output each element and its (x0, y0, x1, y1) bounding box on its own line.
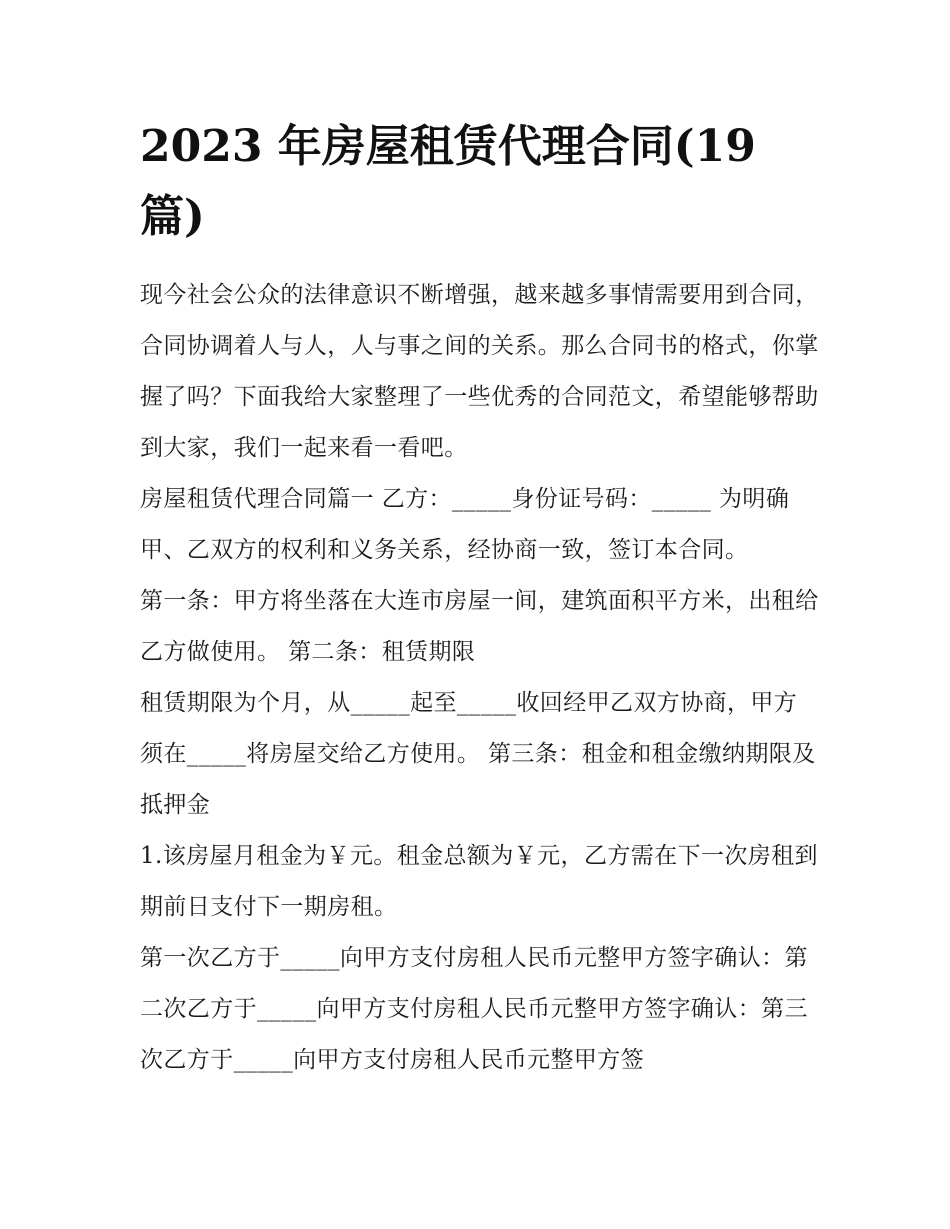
paragraph-article-1: 第一条：甲方将坐落在大连市房屋一间，建筑面积平方米，出租给乙方做使用。 第二条：租赁期限 (140, 588, 819, 665)
paragraph-intro: 现今社会公众的法律意识不断增强，越来越多事情需要用到合同，合同协调着人与人，人与事之间的关系。那么合同书的格式，你掌握了吗？下面我给大家整理了一些优秀的合同范文，希望能够帮助到大家，我们一起来看一看吧。 (140, 282, 819, 461)
paragraph-payment-schedule: 第一次乙方于_____向甲方支付房租人民币元整甲方签字确认：第二次乙方于_____向甲方支付房租人民币元整甲方签字确认：第三次乙方于_____向甲方支付房租人民币元整甲方签 (140, 945, 808, 1073)
paragraph-lease-term: 租赁期限为个月，从_____起至_____收回经甲乙双方协商，甲方须在_____将房屋交给乙方使用。 第三条：租金和租金缴纳期限及抵押金 (140, 690, 816, 818)
document-page (140, 112, 820, 1086)
paragraph-rent-amount: 1.该房屋月租金为￥元。租金总额为￥元，乙方需在下一次房租到期前日支付下一期房租。 (140, 843, 818, 920)
paragraph-contract-header: 房屋租赁代理合同篇一 乙方：_____身份证号码：_____ 为明确甲、乙双方的权利和义务关系，经协商一致，签订本合同。 (140, 486, 790, 563)
document-title: 2023 年房屋租赁代理合同(19 篇) (140, 121, 756, 242)
